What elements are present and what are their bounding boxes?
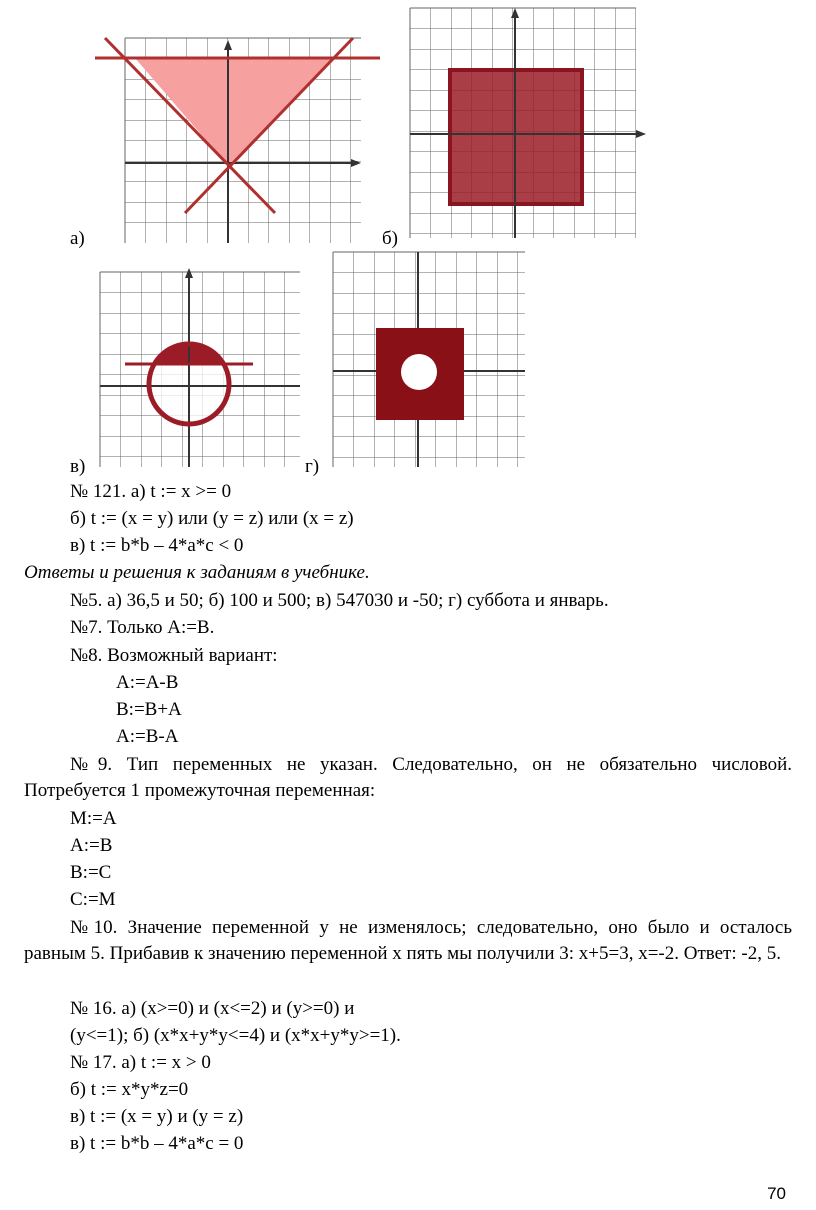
p8-line3: A:=B-A [116,726,179,747]
p121-v: в) t := b*b – 4*a*c < 0 [70,535,244,556]
p121-b: б) t := (x = y) или (y = z) или (x = z) [70,508,354,529]
p9-line4: C:=M [70,889,116,910]
p8-line2: B:=B+A [116,699,182,720]
figure-a-label: а) [70,228,85,249]
p16-a: № 16. а) (x>=0) и (x<=2) и (y>=0) и [70,998,355,1019]
figure-v-label: в) [70,456,86,477]
figure-a [95,28,380,243]
p17-a: № 17. а) t := x > 0 [70,1052,211,1073]
p9: №9. Тип переменных не указан. Следовательно, он не обязательно числовой. Потребуется 1 промежуточная переменная: [24,754,792,801]
p17-v: в) t := (x = y) и (y = z) [70,1106,244,1127]
p121-a: № 121. а) t := x >= 0 [70,481,232,502]
section-heading: Ответы и решения к заданиям в учебнике. [24,562,370,583]
hole [401,354,437,390]
p9-line3: B:=C [70,862,112,883]
p16-b: (y<=1); б) (x*x+y*y<=4) и (x*x+y*y>=1). [70,1025,401,1046]
figure-b-label: б) [382,228,398,249]
p9-line2: A:=B [70,835,113,856]
page-number: 70 [767,1184,786,1203]
p8: №8. Возможный вариант: [70,645,278,666]
p8-line1: A:=A-B [116,672,179,693]
figure-v [95,262,305,467]
p9-line1: M:=A [70,808,117,829]
p10: №10. Значение переменной y не изменялось; следовательно, оно было и осталось равным 5. Прибавив к значению переменной x пять мы получили 3: x+5=3, x=-2. Ответ: -2, 5. [24,917,792,964]
figure-g [328,244,528,469]
p7: №7. Только A:=B. [70,617,215,638]
p17-g: в) t := b*b – 4*a*c = 0 [70,1133,244,1154]
p17-b: б) t := x*y*z=0 [70,1079,189,1100]
figure-g-label: г) [305,456,320,477]
figure-b [402,0,650,240]
p5: №5. а) 36,5 и 50; б) 100 и 500; в) 547030 и -50; г) суббота и январь. [70,590,609,611]
